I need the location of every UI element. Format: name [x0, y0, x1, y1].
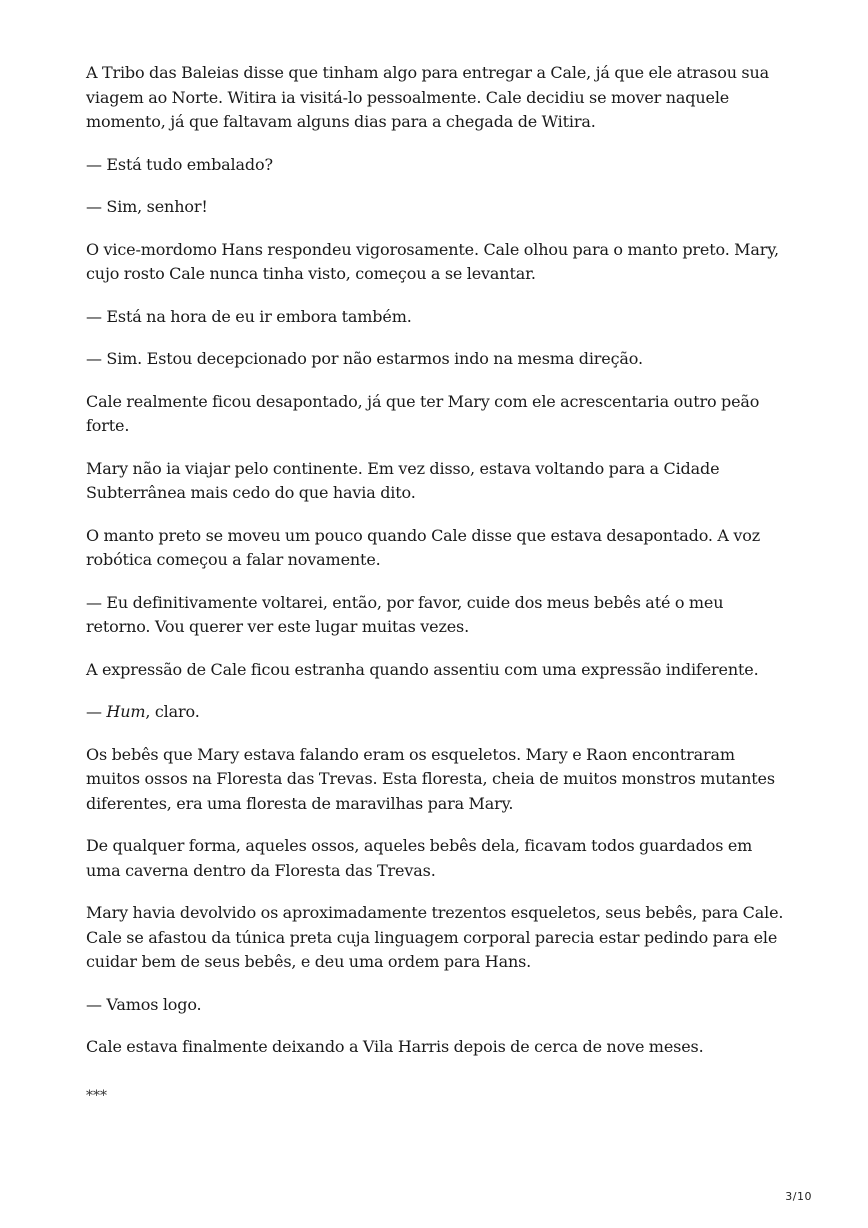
paragraph: Mary havia devolvido os aproximadamente trezentos esqueletos, seus bebês, para Cale. Cale se afastou da túnica preta cuja linguagem corporal parecia estar pedindo para ele cuidar bem de seus bebês, e deu uma ordem para Hans.: [86, 903, 784, 971]
paragraph: A Tribo das Baleias disse que tinham algo para entregar a Cale, já que ele atrasou sua viagem ao Norte. Witira ia visitá-lo pessoalmente. Cale decidiu se mover naquele momento, já que faltavam alguns dias para a chegada de Witira.: [86, 63, 769, 131]
dialogue-line: — Está tudo embalado?: [86, 154, 273, 174]
document-body: [86, 61, 786, 1078]
dialogue-line: — Sim. Estou decepcionado por não estarmos indo na mesma direção.: [86, 349, 643, 368]
paragraph: Mary não ia viajar pelo continente. Em vez disso, estava voltando para a Cidade Subterrânea mais cedo do que havia dito.: [86, 458, 720, 502]
paragraph: Os bebês que Mary estava falando eram os esqueletos. Mary e Raon encontraram muitos ossos na Floresta das Trevas. Esta floresta, cheia de muitos monstros mutantes diferentes, era uma floresta de maravilhas para Mary.: [86, 744, 775, 813]
dialogue-line: — Vamos logo.: [86, 994, 202, 1014]
dialogue-line: — Está na hora de eu ir embora também.: [86, 306, 412, 326]
section-separator: ***: [86, 1088, 107, 1104]
hum-italic: Hum: [106, 702, 146, 721]
hum-suffix: , claro.: [145, 702, 200, 721]
paragraph: Cale realmente ficou desapontado, já que ter Mary com ele acrescentaria outro peão forte.: [86, 391, 760, 435]
paragraph: De qualquer forma, aqueles ossos, aqueles bebês dela, ficavam todos guardados em uma caverna dentro da Floresta das Trevas.: [86, 836, 753, 880]
hum-prefix: —: [86, 702, 107, 721]
paragraph: Cale estava finalmente deixando a Vila Harris depois de cerca de nove meses.: [86, 1037, 704, 1056]
paragraph: O manto preto se moveu um pouco quando Cale disse que estava desapontado. A voz robótica começou a falar novamente.: [86, 525, 760, 569]
page-number: 3/10: [785, 1190, 812, 1203]
dialogue-line: — Sim, senhor!: [86, 197, 208, 216]
dialogue-line-hum: [86, 700, 786, 725]
paragraph: A expressão de Cale ficou estranha quando assentiu com uma expressão indiferente.: [86, 659, 759, 679]
dialogue-line: — Eu definitivamente voltarei, então, por favor, cuide dos meus bebês até o meu retorno. Vou querer ver este lugar muitas vezes.: [86, 592, 724, 636]
paragraph: O vice-mordomo Hans respondeu vigorosamente. Cale olhou para o manto preto. Mary, cujo rosto Cale nunca tinha visto, começou a se levantar.: [86, 239, 779, 283]
